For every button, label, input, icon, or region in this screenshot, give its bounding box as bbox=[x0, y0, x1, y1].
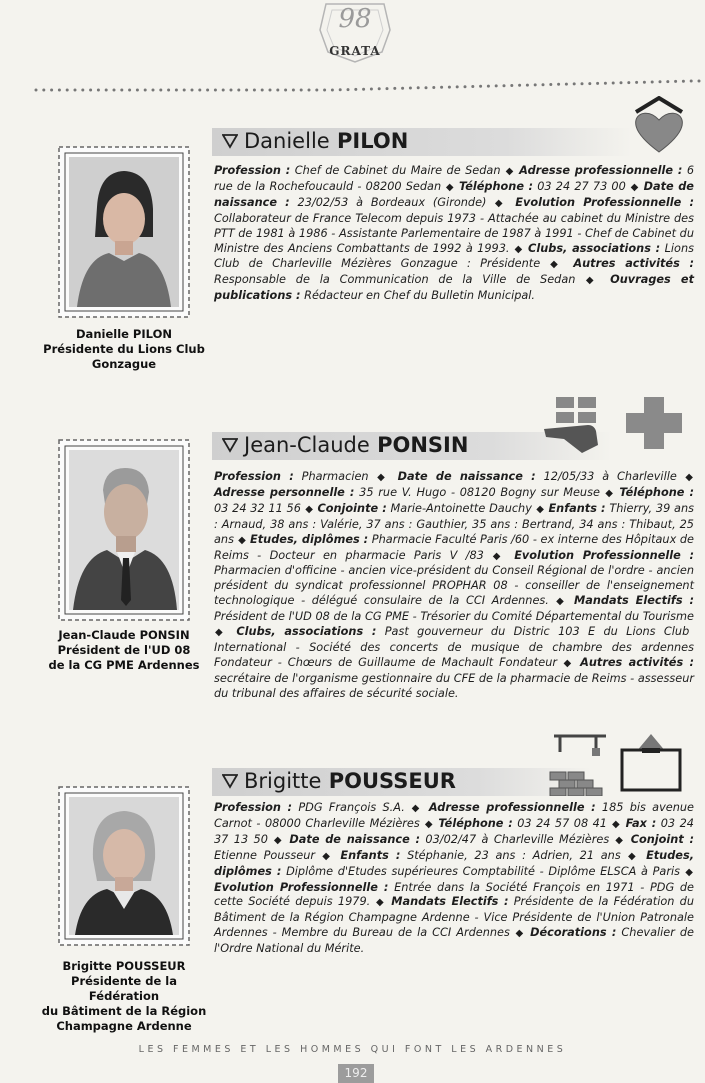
photo bbox=[69, 157, 179, 307]
diamond-separator-icon: ◆ bbox=[301, 503, 317, 515]
diamond-separator-icon: ◆ bbox=[484, 550, 514, 562]
first-name: Danielle bbox=[244, 129, 330, 153]
bio-label: Date de naissance : bbox=[214, 179, 694, 209]
bio-text: 35 rue V. Hugo - 08120 Bogny sur Meuse bbox=[359, 485, 600, 499]
caption-line: Présidente du Lions Club bbox=[43, 342, 205, 356]
caption-line: Jean-Claude PONSIN bbox=[58, 628, 190, 642]
diamond-separator-icon: ◆ bbox=[215, 627, 236, 639]
diamond-separator-icon: ◆ bbox=[268, 834, 289, 846]
bio-label: Téléphone : bbox=[438, 816, 513, 830]
entry-name bbox=[244, 129, 408, 153]
bio-text: Pharmacien d'officine - ancien vice-président du Conseil Régional de l'ordre - ancien président du syndicat professionnel PROPHAR 08 - conseiller de l'enseignement technologique - délégué consulaire de la CCI Ardennes. bbox=[214, 564, 694, 608]
bio-label: Evolution Professionnelle : bbox=[515, 195, 695, 209]
diamond-separator-icon: ◆ bbox=[677, 472, 693, 483]
first-name: Brigitte bbox=[244, 769, 322, 793]
diamond-separator-icon: ◆ bbox=[558, 657, 580, 669]
caption-line: Présidente de la Fédération bbox=[71, 974, 177, 1003]
bio-text: Rédacteur en Chef du Bulletin Municipal. bbox=[304, 289, 536, 303]
bio-text: Chevalier de l'Ordre National du Mérite. bbox=[214, 926, 694, 956]
diamond-separator-icon: ◆ bbox=[371, 897, 391, 909]
bio-text: Past gouverneur du Distric 103 E du Lions Club International - Société des concerts de musique de chambre des ardennes Fondateur - Chœurs de Guillaume de Machault Fondateur bbox=[214, 625, 694, 669]
diamond-separator-icon: ◆ bbox=[541, 259, 573, 271]
diamond-separator-icon: ◆ bbox=[369, 472, 397, 483]
caption-line: Champagne Ardenne bbox=[56, 1019, 192, 1033]
diamond-separator-icon: ◆ bbox=[501, 166, 519, 177]
bio-text: Marie-Antoinette Dauchy bbox=[390, 501, 532, 515]
portrait-jean-claude-ponsin bbox=[55, 436, 193, 624]
entry-name bbox=[244, 769, 456, 793]
bio-text: Diplôme d'Etudes supérieures Comptabilité - Diplôme ELSCA à Paris bbox=[286, 864, 681, 878]
page-number: 192 bbox=[344, 1066, 368, 1080]
bio-text: 03 24 57 08 41 bbox=[517, 816, 607, 830]
bio-brigitte-pousseur bbox=[214, 801, 694, 957]
bio-label: Autres activités : bbox=[573, 257, 694, 271]
caption-jean-claude-ponsin bbox=[38, 628, 210, 673]
portrait-danielle-pilon bbox=[55, 143, 193, 321]
name-bar-brigitte-pousseur bbox=[212, 768, 592, 796]
bio-text: Pharmacien bbox=[301, 470, 369, 483]
bio-text: 03 24 32 11 56 bbox=[214, 501, 301, 515]
diamond-separator-icon: ◆ bbox=[532, 503, 548, 515]
bio-text: Etienne Pousseur bbox=[214, 848, 316, 862]
bio-text: Chef de Cabinet du Maire de Sedan bbox=[294, 164, 501, 177]
bio-danielle-pilon bbox=[214, 164, 694, 304]
diamond-separator-icon: ◆ bbox=[420, 818, 438, 830]
entry-name bbox=[244, 433, 468, 457]
caption-line: Président de l'UD 08 bbox=[57, 643, 191, 657]
bio-text: PDG François S.A. bbox=[298, 801, 405, 814]
bio-text: 23/02/53 à Bordeaux (Gironde) bbox=[297, 195, 487, 209]
bio-label: Profession : bbox=[214, 164, 291, 177]
crane-bricks-icon bbox=[546, 732, 610, 800]
bio-label: Etudes, diplômes : bbox=[250, 532, 369, 546]
logo-number: 98 bbox=[338, 4, 372, 34]
bio-text: Stéphanie, 23 ans : Adrien, 21 ans bbox=[407, 848, 621, 862]
triangle-down-icon bbox=[222, 437, 238, 453]
bio-text: Thierry, 39 ans : Arnaud, 38 ans : Valérie, 37 ans : Gauthier, 35 ans : Bertrand, 34 ans : Thibaut, 25 ans bbox=[214, 501, 695, 546]
diamond-separator-icon: ◆ bbox=[405, 803, 428, 814]
bio-label: Clubs, associations : bbox=[528, 241, 661, 255]
logo-brand: GRATA bbox=[329, 44, 381, 58]
name-bar-danielle-pilon bbox=[212, 128, 632, 156]
caption-line: de la CG PME Ardennes bbox=[48, 658, 200, 672]
bio-label: Fax : bbox=[625, 816, 657, 830]
bio-label: Adresse professionnelle : bbox=[428, 801, 596, 814]
portrait-brigitte-pousseur bbox=[55, 783, 193, 949]
diamond-separator-icon: ◆ bbox=[576, 275, 610, 287]
bio-label: Date de naissance : bbox=[397, 470, 536, 483]
caption-line: Gonzague bbox=[91, 357, 157, 371]
bio-label: Ouvrages et publications : bbox=[214, 273, 694, 303]
bio-text: 03/02/47 à Charleville Mézières bbox=[425, 832, 610, 846]
bio-jean-claude-ponsin bbox=[214, 470, 694, 702]
diamond-separator-icon: ◆ bbox=[234, 534, 250, 546]
bio-label: Enfants : bbox=[340, 848, 401, 862]
last-name: PILON bbox=[337, 129, 409, 153]
bio-label: Adresse personnelle : bbox=[214, 485, 355, 499]
bio-text: Entrée dans la Société François en 1971 - PDG de cette Société depuis 1979. bbox=[214, 880, 695, 909]
bio-text: 6 rue de la Rochefoucauld - 08200 Sedan bbox=[214, 164, 695, 193]
diamond-separator-icon: ◆ bbox=[626, 181, 643, 193]
bio-label: Profession : bbox=[214, 470, 294, 483]
bio-text: Responsable de la Communication de la Ville de Sedan bbox=[214, 273, 576, 287]
bio-label: Etudes, diplômes : bbox=[214, 848, 694, 878]
heart-house-icon bbox=[630, 96, 688, 160]
dotted-rule bbox=[32, 78, 705, 102]
bio-label: Evolution Professionnelle : bbox=[514, 548, 694, 562]
diamond-separator-icon: ◆ bbox=[607, 818, 625, 830]
photo bbox=[69, 450, 179, 610]
cross-icon bbox=[624, 395, 684, 455]
bio-label: Adresse professionnelle : bbox=[519, 164, 683, 177]
triangle-down-icon bbox=[222, 773, 238, 789]
caption-brigitte-pousseur bbox=[34, 959, 214, 1034]
triangle-down-icon bbox=[222, 133, 238, 149]
diamond-separator-icon: ◆ bbox=[600, 487, 619, 499]
caption-line: du Bâtiment de la Région bbox=[41, 1004, 207, 1018]
bio-label: Date de naissance : bbox=[289, 832, 420, 846]
bio-text: Lions Club de Charleville Mézières Gonzague : Présidente bbox=[214, 241, 695, 271]
bio-text: secrétaire de l'organisme gestionnaire du CFE de la pharmacie de Reims - assesseur du tribunal des affaires de sécurité sociale. bbox=[214, 671, 694, 700]
bio-text: 12/05/33 à Charleville bbox=[543, 470, 677, 483]
bio-text: 185 bis avenue Carnot - 08000 Charleville Mézières bbox=[214, 801, 695, 830]
last-name: PONSIN bbox=[377, 433, 469, 457]
grata-logo bbox=[312, 0, 398, 66]
caption-danielle-pilon bbox=[38, 327, 210, 372]
bio-text: Pharmacie Faculté Paris /60 - ex interne des Hôpitaux de Reims - Docteur en pharmacie Paris V /83 bbox=[214, 532, 694, 562]
bio-label: Décorations : bbox=[530, 926, 617, 940]
bio-text: Collaborateur de France Telecom depuis 1973 - Attachée au cabinet du Ministre des PTT de 1981 à 1986 - Assistante Parlementaire de 1987 à 1991 - Chef de Cabinet du Ministre des Anciens Combattants de 1992 à 1993. bbox=[214, 211, 694, 255]
bio-text: 03 24 37 13 50 bbox=[214, 816, 694, 846]
diamond-separator-icon: ◆ bbox=[510, 243, 528, 255]
bio-label: Conjoint : bbox=[630, 832, 695, 846]
bio-text: Présidente de la Fédération du Bâtiment de la Région Champagne Ardenne - Vice Présidente de l'Union Patronale Ardennes - Membre du Bureau de la CCI Ardennes bbox=[214, 895, 694, 940]
bio-label: Mandats Electifs : bbox=[391, 895, 509, 909]
diamond-separator-icon: ◆ bbox=[487, 197, 515, 209]
diamond-separator-icon: ◆ bbox=[442, 181, 458, 193]
diamond-separator-icon: ◆ bbox=[316, 850, 340, 862]
ballot-box-icon bbox=[620, 730, 682, 796]
diamond-separator-icon: ◆ bbox=[549, 596, 573, 608]
first-name: Jean-Claude bbox=[244, 433, 370, 457]
bio-label: Evolution Professionnelle : bbox=[214, 880, 389, 894]
bio-label: Mandats Electifs : bbox=[574, 594, 695, 608]
bio-label: Autres activités : bbox=[580, 655, 694, 669]
gift-hand-icon bbox=[542, 395, 606, 461]
bio-label: Téléphone : bbox=[458, 179, 534, 193]
bio-text: 03 24 27 73 00 bbox=[537, 179, 626, 193]
photo bbox=[69, 797, 179, 935]
diamond-separator-icon: ◆ bbox=[510, 928, 530, 940]
last-name: POUSSEUR bbox=[328, 769, 456, 793]
footer-tagline: LES FEMMES ET LES HOMMES QUI FONT LES ARDENNES bbox=[138, 1044, 567, 1055]
bio-label: Clubs, associations : bbox=[236, 625, 377, 639]
bio-text: Président de l'UD 08 de la CG PME - Trésorier du Comité Départemental du Tourisme bbox=[214, 610, 694, 624]
bio-label: Téléphone : bbox=[619, 485, 694, 499]
page-number-box bbox=[338, 1064, 374, 1083]
caption-line: Danielle PILON bbox=[76, 327, 172, 341]
diamond-separator-icon: ◆ bbox=[610, 834, 630, 846]
bio-label: Profession : bbox=[214, 801, 293, 814]
bio-label: Enfants : bbox=[548, 501, 606, 515]
bio-label: Conjointe : bbox=[317, 501, 387, 515]
caption-line: Brigitte POUSSEUR bbox=[62, 959, 186, 973]
diamond-separator-icon: ◆ bbox=[621, 850, 646, 862]
diamond-separator-icon: ◆ bbox=[681, 866, 693, 878]
